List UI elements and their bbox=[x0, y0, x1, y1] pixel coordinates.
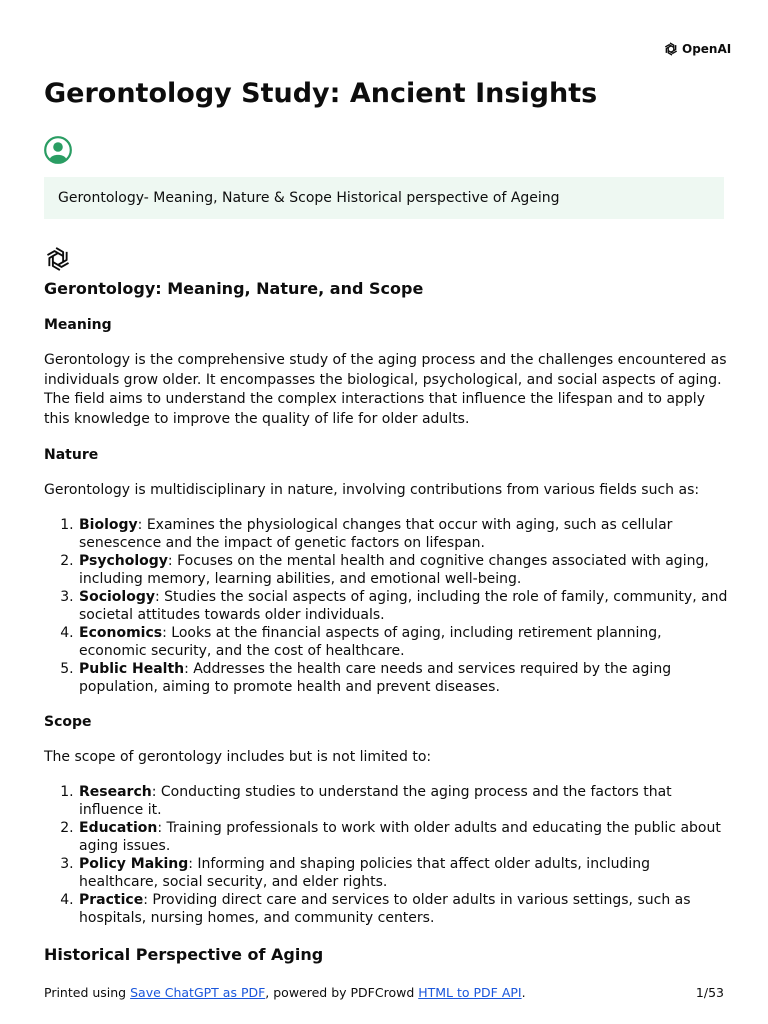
meaning-heading: Meaning bbox=[44, 317, 112, 333]
openai-logo-icon bbox=[663, 41, 679, 57]
list-item-term: Research bbox=[79, 784, 152, 800]
list-item-text: : Addresses the health care needs and services required by the aging population, aiming to promote health and prevent diseases. bbox=[79, 660, 672, 695]
footer-prefix: Printed using bbox=[44, 985, 131, 1000]
list-item-text: : Training professionals to work with older adults and educating the public about aging issues. bbox=[79, 820, 721, 854]
html-to-pdf-link[interactable]: HTML to PDF API bbox=[418, 985, 522, 1000]
list-item-term: Practice bbox=[79, 892, 144, 908]
list-item-term: Policy Making bbox=[79, 856, 189, 872]
user-prompt bbox=[44, 177, 724, 219]
list-item-text: : Conducting studies to understand the aging process and the factors that influence it. bbox=[79, 784, 672, 818]
user-avatar-icon bbox=[44, 136, 72, 164]
list-item-term: Sociology bbox=[79, 588, 155, 605]
list-item-text: : Examines the physiological changes that occur with aging, such as cellular senescence and the impact of genetic factors on lifespan. bbox=[79, 516, 673, 551]
list-item-term: Economics bbox=[79, 624, 163, 641]
list-item bbox=[78, 855, 728, 891]
list-item bbox=[78, 891, 728, 927]
nature-heading: Nature bbox=[44, 447, 99, 463]
list-item bbox=[78, 783, 728, 819]
nature-intro: Gerontology is multidisciplinary in nature, involving contributions from various fields such as: bbox=[44, 482, 700, 498]
list-item-term: Public Health bbox=[79, 660, 185, 677]
list-item bbox=[78, 552, 728, 588]
nature-list bbox=[44, 516, 728, 696]
list-item-text: : Looks at the financial aspects of aging, including retirement planning, economic security, and the cost of healthcare. bbox=[79, 624, 662, 659]
list-item bbox=[78, 624, 728, 660]
list-item-text: : Studies the social aspects of aging, including the role of family, community, and societal attitudes towards older individuals. bbox=[79, 588, 728, 623]
page-number: 1/53 bbox=[695, 985, 724, 1000]
assistant-response bbox=[44, 279, 728, 965]
list-item bbox=[78, 588, 728, 624]
brand-name: OpenAI bbox=[682, 42, 732, 56]
list-item bbox=[78, 660, 728, 696]
list-item-text: : Informing and shaping policies that affect older adults, including healthcare, social security, and elder rights. bbox=[79, 856, 651, 890]
footer-suffix: . bbox=[521, 985, 526, 1000]
footer-credit bbox=[44, 985, 526, 1000]
chatgpt-logo-icon bbox=[44, 245, 72, 273]
list-item-text: : Focuses on the mental health and cognitive changes associated with aging, including memory, learning abilities, and emotional well-being. bbox=[79, 552, 709, 587]
scope-heading: Scope bbox=[44, 713, 92, 730]
list-item-term: Psychology bbox=[79, 552, 168, 569]
historical-heading: Historical Perspective of Aging bbox=[44, 945, 324, 964]
scope-list bbox=[44, 783, 728, 927]
page-title: Gerontology Study: Ancient Insights bbox=[44, 78, 598, 109]
scope-intro: The scope of gerontology includes but is not limited to: bbox=[44, 748, 432, 765]
meaning-paragraph: Gerontology is the comprehensive study of the aging process and the challenges encountered as individuals grow older. It encompasses the biological, psychological, and social aspects of aging. The field aims to understand the complex interactions that influence the lifespan and to apply this knowledge to improve the quality of life for older adults. bbox=[44, 352, 727, 427]
save-chatgpt-link[interactable]: Save ChatGPT as PDF bbox=[130, 985, 266, 1000]
brand bbox=[663, 41, 731, 57]
user-prompt-text: Gerontology- Meaning, Nature & Scope Historical perspective of Ageing bbox=[58, 190, 560, 206]
list-item-term: Education bbox=[79, 820, 158, 836]
list-item bbox=[78, 819, 728, 855]
footer-middle: , powered by PDFCrowd bbox=[265, 985, 419, 1000]
list-item bbox=[78, 516, 728, 552]
list-item-text: : Providing direct care and services to older adults in various settings, such as hospitals, nursing homes, and community centers. bbox=[79, 892, 691, 926]
list-item-term: Biology bbox=[79, 516, 138, 533]
response-heading: Gerontology: Meaning, Nature, and Scope bbox=[44, 279, 424, 298]
footer bbox=[44, 985, 724, 1000]
